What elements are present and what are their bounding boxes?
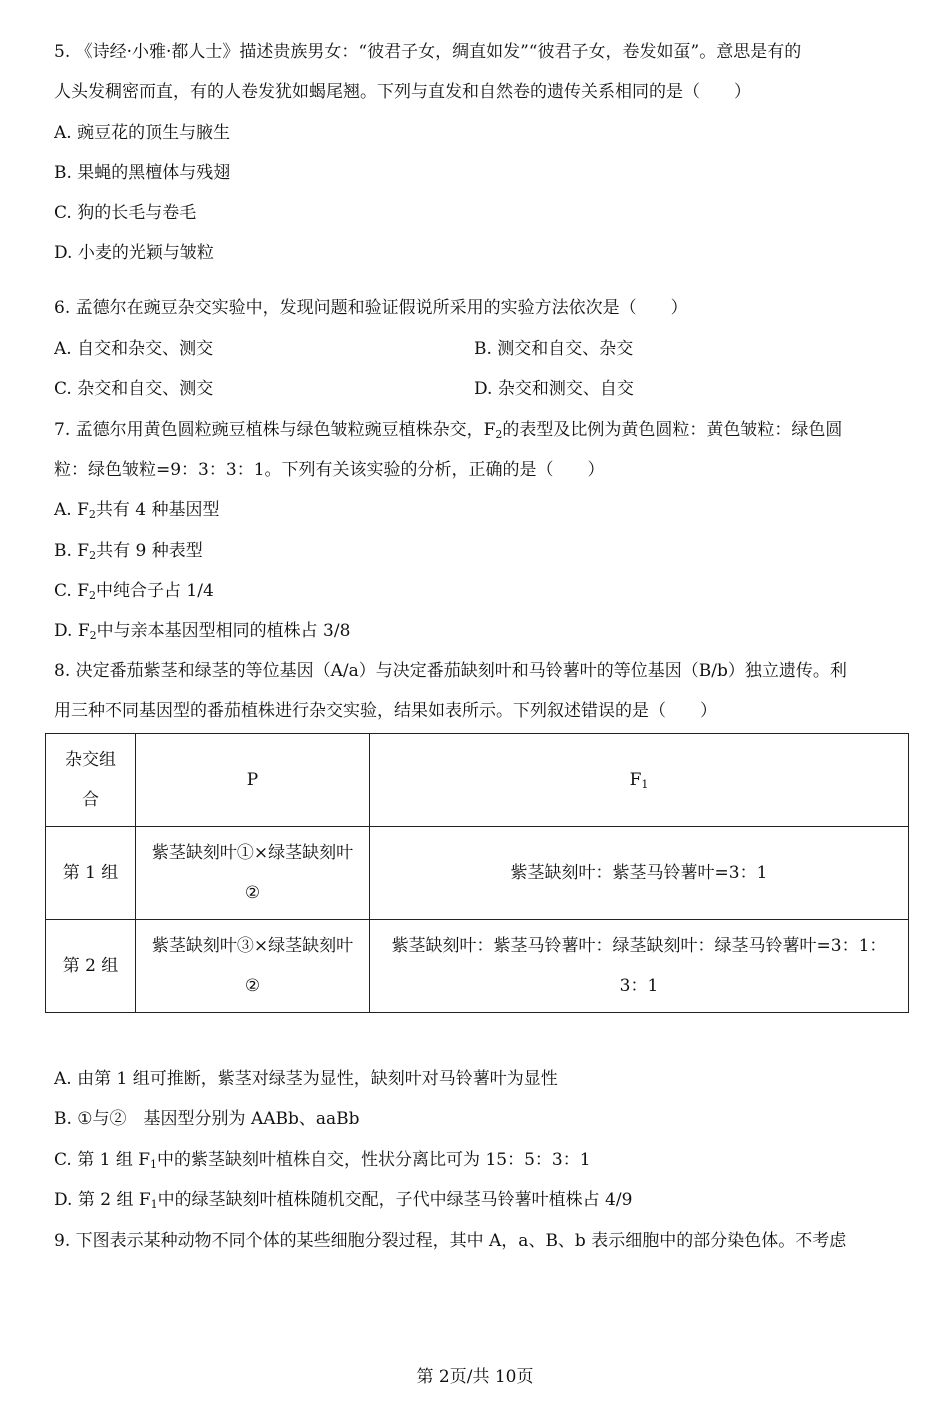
q7-option-a: A. $F_2$共有 4 种基因型	[54, 500, 220, 521]
q7-stem-line2: 粒：绿色皱粒=9：3：3：1。下列有关该实验的分析，正确的是（ ）	[54, 460, 605, 480]
cell-p: 紫茎缺刻叶③×绿茎缺刻叶 ②	[136, 920, 370, 1013]
cell-group: 第 1 组	[46, 827, 136, 920]
q6-stem: 6. 孟德尔在豌豆杂交实验中，发现问题和验证假说所采用的实验方法依次是（ ）	[54, 298, 688, 318]
q8-option-b: B. ①与② 基因型分别为 AABb、aaBb	[54, 1109, 360, 1129]
q7-option-c: C. $F_2$中纯合子占 1/4	[54, 581, 214, 602]
q6-option-c: C. 杂交和自交、测交	[54, 379, 214, 399]
q7-stem-line1: 7. 孟德尔用黄色圆粒豌豆植株与绿色皱粒豌豆植株杂交，$F_2$的表型及比例为黄色圆粒：黄色皱粒：绿色圆	[54, 420, 843, 441]
header-f1: $F_1$	[370, 734, 909, 827]
q6-option-a: A. 自交和杂交、测交	[54, 339, 214, 359]
cross-results-table	[45, 733, 909, 1013]
page-footer: 第 2页/共 10页	[416, 1367, 534, 1387]
q8-option-a: A. 由第 1 组可推断，紫茎对绿茎为显性，缺刻叶对马铃薯叶为显性	[54, 1069, 558, 1089]
cell-f1: 紫茎缺刻叶：紫茎马铃薯叶：绿茎缺刻叶：绿茎马铃薯叶=3：1： 3：1	[370, 920, 909, 1013]
cell-p: 紫茎缺刻叶①×绿茎缺刻叶 ②	[136, 827, 370, 920]
q7-option-d: D. $F_2$中与亲本基因型相同的植株占 3/8	[54, 621, 351, 642]
q5-option-d: D. 小麦的光颖与皱粒	[54, 243, 214, 263]
q6-option-b: B. 测交和自交、杂交	[474, 339, 634, 359]
q5-option-b: B. 果蝇的黑檀体与残翅	[54, 163, 231, 183]
table-header-row	[46, 734, 909, 827]
q8-stem-line1: 8. 决定番茄紫茎和绿茎的等位基因（A/a）与决定番茄缺刻叶和马铃薯叶的等位基因（B/b）独立遗传。利	[54, 661, 847, 681]
cell-group: 第 2 组	[46, 920, 136, 1013]
q5-option-a: A. 豌豆花的顶生与腋生	[54, 123, 231, 143]
q5-option-c: C. 狗的长毛与卷毛	[54, 203, 197, 223]
q5-stem-line2: 人头发稠密而直，有的人卷发犹如蝎尾翘。下列与直发和自然卷的遗传关系相同的是（ ）	[54, 82, 751, 102]
table-row	[46, 827, 909, 920]
table-row	[46, 920, 909, 1013]
q5-stem-line1: 5. 《诗经·小雅·都人士》描述贵族男女：“彼君子女，绸直如发”“彼君子女，卷发如虿”。意思是有的	[54, 42, 802, 62]
q6-option-d: D. 杂交和测交、自交	[474, 379, 634, 399]
header-cross-group: 杂交组 合	[46, 734, 136, 827]
q9-stem-line1: 9. 下图表示某种动物不同个体的某些细胞分裂过程，其中 A，a、B、b 表示细胞中的部分染色体。不考虑	[54, 1231, 847, 1251]
cell-f1: 紫茎缺刻叶：紫茎马铃薯叶=3：1	[370, 827, 909, 920]
header-p: P	[136, 734, 370, 827]
q8-stem-line2: 用三种不同基因型的番茄植株进行杂交实验，结果如表所示。下列叙述错误的是（ ）	[54, 701, 717, 721]
q8-option-d: D. 第 2 组 $F_1$中的绿茎缺刻叶植株随机交配，子代中绿茎马铃薯叶植株占 4/9	[54, 1190, 633, 1211]
q7-option-b: B. $F_2$共有 9 种表型	[54, 541, 203, 562]
q8-option-c: C. 第 1 组 $F_1$中的紫茎缺刻叶植株自交，性状分离比可为 15：5：3：1	[54, 1150, 591, 1171]
